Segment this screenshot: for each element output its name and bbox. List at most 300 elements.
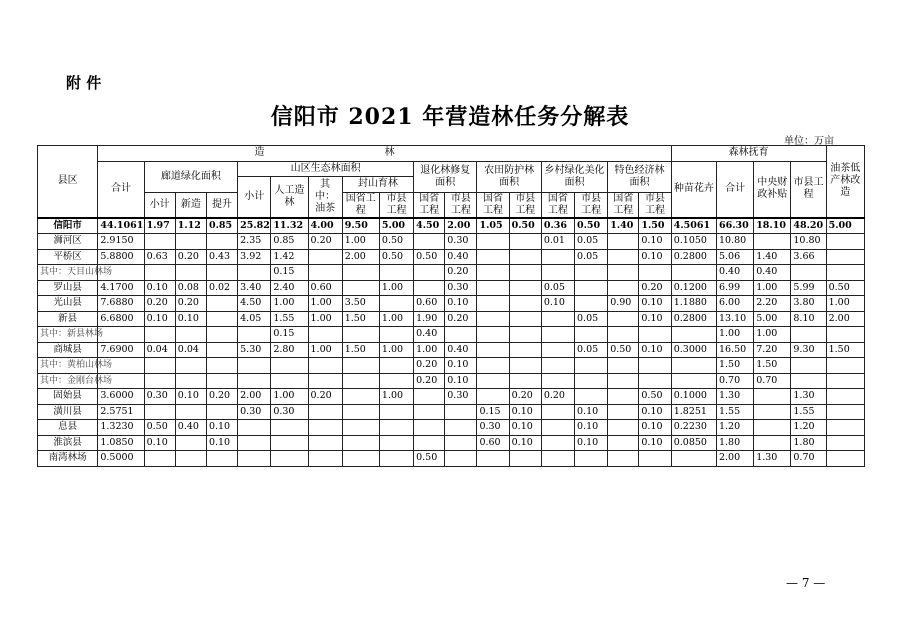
value-cell: 0.1050 — [671, 234, 716, 250]
value-cell: 0.50 — [414, 451, 445, 467]
value-cell — [414, 389, 445, 405]
value-cell: 0.20 — [414, 373, 445, 389]
county-name-cell: 罗山县 — [38, 280, 98, 296]
col-special-province: 国省工程 — [608, 192, 639, 218]
value-cell: 2.00 — [716, 451, 753, 467]
value-cell: 0.40 — [414, 327, 445, 343]
attachment-label: 附 件 — [66, 74, 102, 92]
value-cell: 2.5751 — [98, 404, 144, 420]
value-cell — [826, 389, 864, 405]
value-cell: 1.90 — [414, 311, 445, 327]
value-cell — [541, 358, 574, 374]
value-cell: 16.50 — [716, 342, 753, 358]
value-cell: 0.10 — [144, 311, 175, 327]
value-cell — [639, 373, 671, 389]
value-cell — [206, 404, 237, 420]
value-cell — [639, 265, 671, 281]
value-cell: 18.10 — [754, 218, 791, 234]
value-cell — [271, 451, 308, 467]
value-cell: 0.70 — [791, 451, 826, 467]
value-cell: 1.20 — [716, 420, 753, 436]
value-cell — [445, 435, 477, 451]
value-cell: 11.32 — [271, 218, 308, 234]
value-cell — [477, 311, 509, 327]
value-cell: 0.10 — [206, 435, 237, 451]
value-cell — [791, 373, 826, 389]
header-tending: 森林抚育 — [671, 146, 826, 162]
col-village-province: 国省工程 — [541, 192, 574, 218]
value-cell: 0.85 — [206, 218, 237, 234]
value-cell: 5.00 — [826, 218, 864, 234]
value-cell: 0.20 — [414, 358, 445, 374]
value-cell — [509, 296, 541, 312]
value-cell — [541, 404, 574, 420]
value-cell: 0.40 — [175, 420, 206, 436]
value-cell: 2.00 — [445, 218, 477, 234]
value-cell: 3.92 — [238, 249, 271, 265]
value-cell: 4.50 — [238, 296, 271, 312]
value-cell: 0.10 — [445, 358, 477, 374]
value-cell — [509, 265, 541, 281]
value-cell: 5.00 — [379, 218, 413, 234]
header-closed: 封山育林 — [342, 177, 413, 193]
value-cell — [608, 265, 639, 281]
value-cell — [575, 296, 608, 312]
value-cell: 1.20 — [791, 420, 826, 436]
value-cell: 1.00 — [308, 342, 342, 358]
col-oil-tea-low: 油茶低产林改造 — [826, 146, 864, 218]
value-cell — [826, 373, 864, 389]
value-cell — [608, 373, 639, 389]
value-cell — [826, 451, 864, 467]
col-return-province: 国省工程 — [414, 192, 445, 218]
value-cell: 0.2800 — [671, 249, 716, 265]
col-oil-tea: 其中：油茶 — [308, 177, 342, 218]
value-cell: 9.30 — [791, 342, 826, 358]
value-cell: 4.50 — [414, 218, 445, 234]
value-cell: 1.3230 — [98, 420, 144, 436]
value-cell — [575, 265, 608, 281]
value-cell — [671, 451, 716, 467]
value-cell: 1.00 — [754, 280, 791, 296]
value-cell — [608, 420, 639, 436]
value-cell: 0.90 — [608, 296, 639, 312]
value-cell: 0.10 — [639, 435, 671, 451]
table-row — [38, 311, 865, 327]
value-cell — [308, 404, 342, 420]
value-cell: 0.05 — [575, 234, 608, 250]
value-cell — [754, 435, 791, 451]
value-cell: 0.40 — [754, 265, 791, 281]
value-cell: 0.10 — [639, 342, 671, 358]
value-cell — [342, 404, 379, 420]
value-cell: 0.40 — [445, 342, 477, 358]
value-cell: 0.20 — [308, 389, 342, 405]
value-cell — [308, 420, 342, 436]
value-cell — [509, 342, 541, 358]
value-cell: 1.42 — [271, 249, 308, 265]
value-cell: 0.2230 — [671, 420, 716, 436]
value-cell: 1.30 — [716, 389, 753, 405]
value-cell — [175, 234, 206, 250]
county-name-cell: 息县 — [38, 420, 98, 436]
value-cell — [238, 265, 271, 281]
value-cell — [308, 451, 342, 467]
value-cell: 1.55 — [716, 404, 753, 420]
value-cell: 4.00 — [308, 218, 342, 234]
value-cell: 0.10 — [509, 420, 541, 436]
value-cell — [541, 342, 574, 358]
table-row — [38, 265, 865, 281]
county-name-cell: 淮滨县 — [38, 435, 98, 451]
value-cell: 0.50 — [575, 218, 608, 234]
unit-label: 单位：万亩 — [784, 136, 834, 147]
value-cell: 0.10 — [575, 435, 608, 451]
value-cell: 0.70 — [716, 373, 753, 389]
county-name-cell: 其中：天目山林场 — [38, 265, 98, 281]
value-cell — [608, 280, 639, 296]
value-cell — [671, 358, 716, 374]
value-cell: 0.30 — [477, 420, 509, 436]
value-cell: 0.60 — [308, 280, 342, 296]
value-cell — [144, 373, 175, 389]
value-cell: 0.10 — [639, 420, 671, 436]
value-cell: 1.30 — [754, 451, 791, 467]
value-cell — [509, 451, 541, 467]
value-cell — [608, 435, 639, 451]
value-cell: 8.10 — [791, 311, 826, 327]
value-cell — [238, 435, 271, 451]
value-cell — [144, 265, 175, 281]
table-row — [38, 358, 865, 374]
value-cell: 25.82 — [238, 218, 271, 234]
value-cell: 0.40 — [445, 249, 477, 265]
value-cell: 0.10 — [206, 420, 237, 436]
col-special-city: 市县工程 — [639, 192, 671, 218]
value-cell — [308, 327, 342, 343]
value-cell: 2.80 — [271, 342, 308, 358]
value-cell — [98, 327, 144, 343]
col-village-city: 市县工程 — [575, 192, 608, 218]
value-cell — [639, 358, 671, 374]
value-cell: 6.6800 — [98, 311, 144, 327]
value-cell — [206, 234, 237, 250]
header-row-1 — [38, 146, 865, 162]
value-cell — [671, 373, 716, 389]
value-cell — [308, 249, 342, 265]
value-cell — [575, 280, 608, 296]
value-cell: 0.1000 — [671, 389, 716, 405]
county-name-cell: 固始县 — [38, 389, 98, 405]
col-return-city: 市县工程 — [445, 192, 477, 218]
value-cell — [509, 234, 541, 250]
value-cell — [414, 234, 445, 250]
value-cell — [144, 327, 175, 343]
value-cell — [206, 342, 237, 358]
value-cell: 0.08 — [175, 280, 206, 296]
value-cell: 0.50 — [509, 218, 541, 234]
value-cell — [379, 373, 413, 389]
value-cell: 10.80 — [716, 234, 753, 250]
county-name-cell: 其中：黄柏山林场 — [38, 358, 98, 374]
value-cell — [238, 451, 271, 467]
value-cell: 0.20 — [445, 265, 477, 281]
value-cell: 1.50 — [639, 218, 671, 234]
value-cell — [175, 327, 206, 343]
document-title: 信阳市 2021 年营造林任务分解表 — [270, 104, 630, 130]
value-cell: 5.00 — [754, 311, 791, 327]
value-cell: 1.50 — [342, 311, 379, 327]
col-corridor-new: 新造 — [175, 192, 206, 218]
header-lin: 林 — [384, 147, 515, 159]
value-cell — [575, 389, 608, 405]
county-name-cell: 新县 — [38, 311, 98, 327]
value-cell: 1.00 — [271, 296, 308, 312]
value-cell: 1.97 — [144, 218, 175, 234]
value-cell — [791, 265, 826, 281]
value-cell — [342, 451, 379, 467]
table-row — [38, 451, 865, 467]
value-cell: 0.05 — [575, 342, 608, 358]
value-cell: 0.50 — [414, 249, 445, 265]
value-cell — [271, 420, 308, 436]
value-cell: 2.40 — [271, 280, 308, 296]
value-cell — [144, 404, 175, 420]
value-cell — [175, 373, 206, 389]
value-cell — [575, 327, 608, 343]
value-cell: 1.30 — [791, 389, 826, 405]
value-cell: 0.40 — [716, 265, 753, 281]
value-cell — [308, 358, 342, 374]
value-cell — [342, 327, 379, 343]
value-cell — [509, 311, 541, 327]
value-cell — [509, 358, 541, 374]
value-cell: 0.50 — [379, 234, 413, 250]
value-cell: 1.00 — [379, 311, 413, 327]
col-county: 县区 — [38, 146, 98, 218]
table-row — [38, 249, 865, 265]
county-name-cell: 商城县 — [38, 342, 98, 358]
value-cell — [754, 234, 791, 250]
value-cell: 0.20 — [639, 280, 671, 296]
value-cell — [342, 280, 379, 296]
value-cell: 0.43 — [206, 249, 237, 265]
table-row — [38, 404, 865, 420]
task-table — [37, 145, 865, 467]
value-cell — [477, 327, 509, 343]
value-cell — [477, 358, 509, 374]
value-cell — [238, 420, 271, 436]
value-cell: 0.50 — [639, 389, 671, 405]
value-cell — [379, 327, 413, 343]
table-row — [38, 280, 865, 296]
value-cell — [608, 358, 639, 374]
value-cell — [509, 280, 541, 296]
value-cell: 44.1061 — [98, 218, 144, 234]
value-cell — [826, 435, 864, 451]
value-cell — [206, 327, 237, 343]
value-cell: 3.80 — [791, 296, 826, 312]
value-cell — [791, 327, 826, 343]
value-cell: 1.40 — [608, 218, 639, 234]
value-cell — [541, 327, 574, 343]
value-cell — [754, 404, 791, 420]
value-cell — [175, 435, 206, 451]
value-cell: 0.2800 — [671, 311, 716, 327]
col-farmland-province: 国省工程 — [477, 192, 509, 218]
value-cell: 0.30 — [271, 404, 308, 420]
value-cell: 0.10 — [144, 435, 175, 451]
value-cell — [379, 451, 413, 467]
value-cell: 6.00 — [716, 296, 753, 312]
value-cell — [342, 265, 379, 281]
value-cell — [445, 420, 477, 436]
value-cell: 1.00 — [308, 296, 342, 312]
value-cell: 0.50 — [379, 249, 413, 265]
value-cell: 0.63 — [144, 249, 175, 265]
value-cell: 0.20 — [206, 389, 237, 405]
value-cell: 0.50 — [608, 342, 639, 358]
value-cell — [175, 451, 206, 467]
value-cell — [342, 373, 379, 389]
value-cell: 3.6000 — [98, 389, 144, 405]
value-cell: 0.20 — [144, 296, 175, 312]
value-cell — [414, 265, 445, 281]
value-cell — [671, 327, 716, 343]
header-farmland: 农田防护林面积 — [477, 161, 541, 192]
value-cell: 1.12 — [175, 218, 206, 234]
value-cell: 1.40 — [754, 249, 791, 265]
value-cell: 0.05 — [541, 280, 574, 296]
value-cell — [541, 435, 574, 451]
value-cell: 0.3000 — [671, 342, 716, 358]
value-cell — [238, 373, 271, 389]
value-cell — [608, 327, 639, 343]
value-cell — [271, 373, 308, 389]
value-cell — [608, 389, 639, 405]
county-name-cell: 浉河区 — [38, 234, 98, 250]
value-cell — [342, 435, 379, 451]
county-name-cell: 平桥区 — [38, 249, 98, 265]
value-cell: 0.36 — [541, 218, 574, 234]
value-cell — [206, 296, 237, 312]
value-cell: 1.00 — [379, 280, 413, 296]
value-cell: 0.20 — [175, 296, 206, 312]
value-cell: 0.10 — [175, 389, 206, 405]
value-cell — [477, 373, 509, 389]
value-cell — [608, 311, 639, 327]
value-cell — [477, 265, 509, 281]
value-cell — [271, 435, 308, 451]
value-cell — [826, 420, 864, 436]
table-row — [38, 327, 865, 343]
col-closed-province: 国省工程 — [342, 192, 379, 218]
header-village: 乡村绿化美化面积 — [541, 161, 607, 192]
value-cell — [754, 420, 791, 436]
value-cell: 1.0850 — [98, 435, 144, 451]
value-cell — [671, 265, 716, 281]
value-cell: 0.10 — [639, 296, 671, 312]
value-cell: 66.30 — [716, 218, 753, 234]
col-central: 中央财政补贴 — [754, 161, 791, 218]
value-cell — [477, 451, 509, 467]
value-cell: 1.80 — [791, 435, 826, 451]
value-cell: 7.6900 — [98, 342, 144, 358]
value-cell: 0.04 — [175, 342, 206, 358]
value-cell: 1.8251 — [671, 404, 716, 420]
value-cell: 0.10 — [509, 404, 541, 420]
value-cell — [826, 358, 864, 374]
col-total: 合计 — [98, 161, 144, 218]
value-cell — [575, 373, 608, 389]
value-cell — [639, 451, 671, 467]
value-cell — [541, 249, 574, 265]
value-cell — [144, 451, 175, 467]
table-row — [38, 420, 865, 436]
table-row — [38, 234, 865, 250]
table-row — [38, 342, 865, 358]
table-body — [38, 218, 865, 467]
value-cell: 0.01 — [541, 234, 574, 250]
value-cell: 5.30 — [238, 342, 271, 358]
value-cell — [342, 358, 379, 374]
value-cell — [414, 420, 445, 436]
value-cell: 1.1880 — [671, 296, 716, 312]
value-cell: 4.5061 — [671, 218, 716, 234]
table-row — [38, 373, 865, 389]
value-cell — [379, 296, 413, 312]
value-cell: 0.30 — [445, 280, 477, 296]
value-cell: 0.30 — [445, 234, 477, 250]
value-cell: 0.10 — [575, 420, 608, 436]
value-cell — [144, 358, 175, 374]
header-mountain: 山区生态林面积 — [238, 161, 414, 177]
value-cell — [608, 404, 639, 420]
value-cell: 0.20 — [445, 311, 477, 327]
value-cell: 1.55 — [271, 311, 308, 327]
value-cell: 0.04 — [144, 342, 175, 358]
value-cell: 9.50 — [342, 218, 379, 234]
value-cell: 1.50 — [342, 342, 379, 358]
col-county-project: 市县工程 — [791, 161, 826, 218]
county-name-cell: 其中：新县林场 — [38, 327, 98, 343]
value-cell — [509, 249, 541, 265]
county-name-cell: 光山县 — [38, 296, 98, 312]
value-cell: 3.40 — [238, 280, 271, 296]
value-cell — [379, 265, 413, 281]
county-name-cell: 潢川县 — [38, 404, 98, 420]
value-cell: 1.50 — [716, 358, 753, 374]
header-special: 特色经济林面积 — [608, 161, 672, 192]
value-cell — [754, 389, 791, 405]
value-cell: 2.00 — [238, 389, 271, 405]
value-cell — [206, 311, 237, 327]
value-cell — [826, 404, 864, 420]
header-return: 退化林修复面积 — [414, 161, 477, 192]
value-cell — [541, 420, 574, 436]
value-cell: 0.10 — [639, 311, 671, 327]
header-zao: 造 — [254, 147, 385, 159]
value-cell — [477, 234, 509, 250]
value-cell: 0.20 — [175, 249, 206, 265]
value-cell — [238, 327, 271, 343]
value-cell — [379, 435, 413, 451]
value-cell: 0.5000 — [98, 451, 144, 467]
value-cell — [175, 265, 206, 281]
value-cell: 10.80 — [791, 234, 826, 250]
header-corridor: 廊道绿化面积 — [144, 161, 238, 192]
value-cell — [541, 451, 574, 467]
